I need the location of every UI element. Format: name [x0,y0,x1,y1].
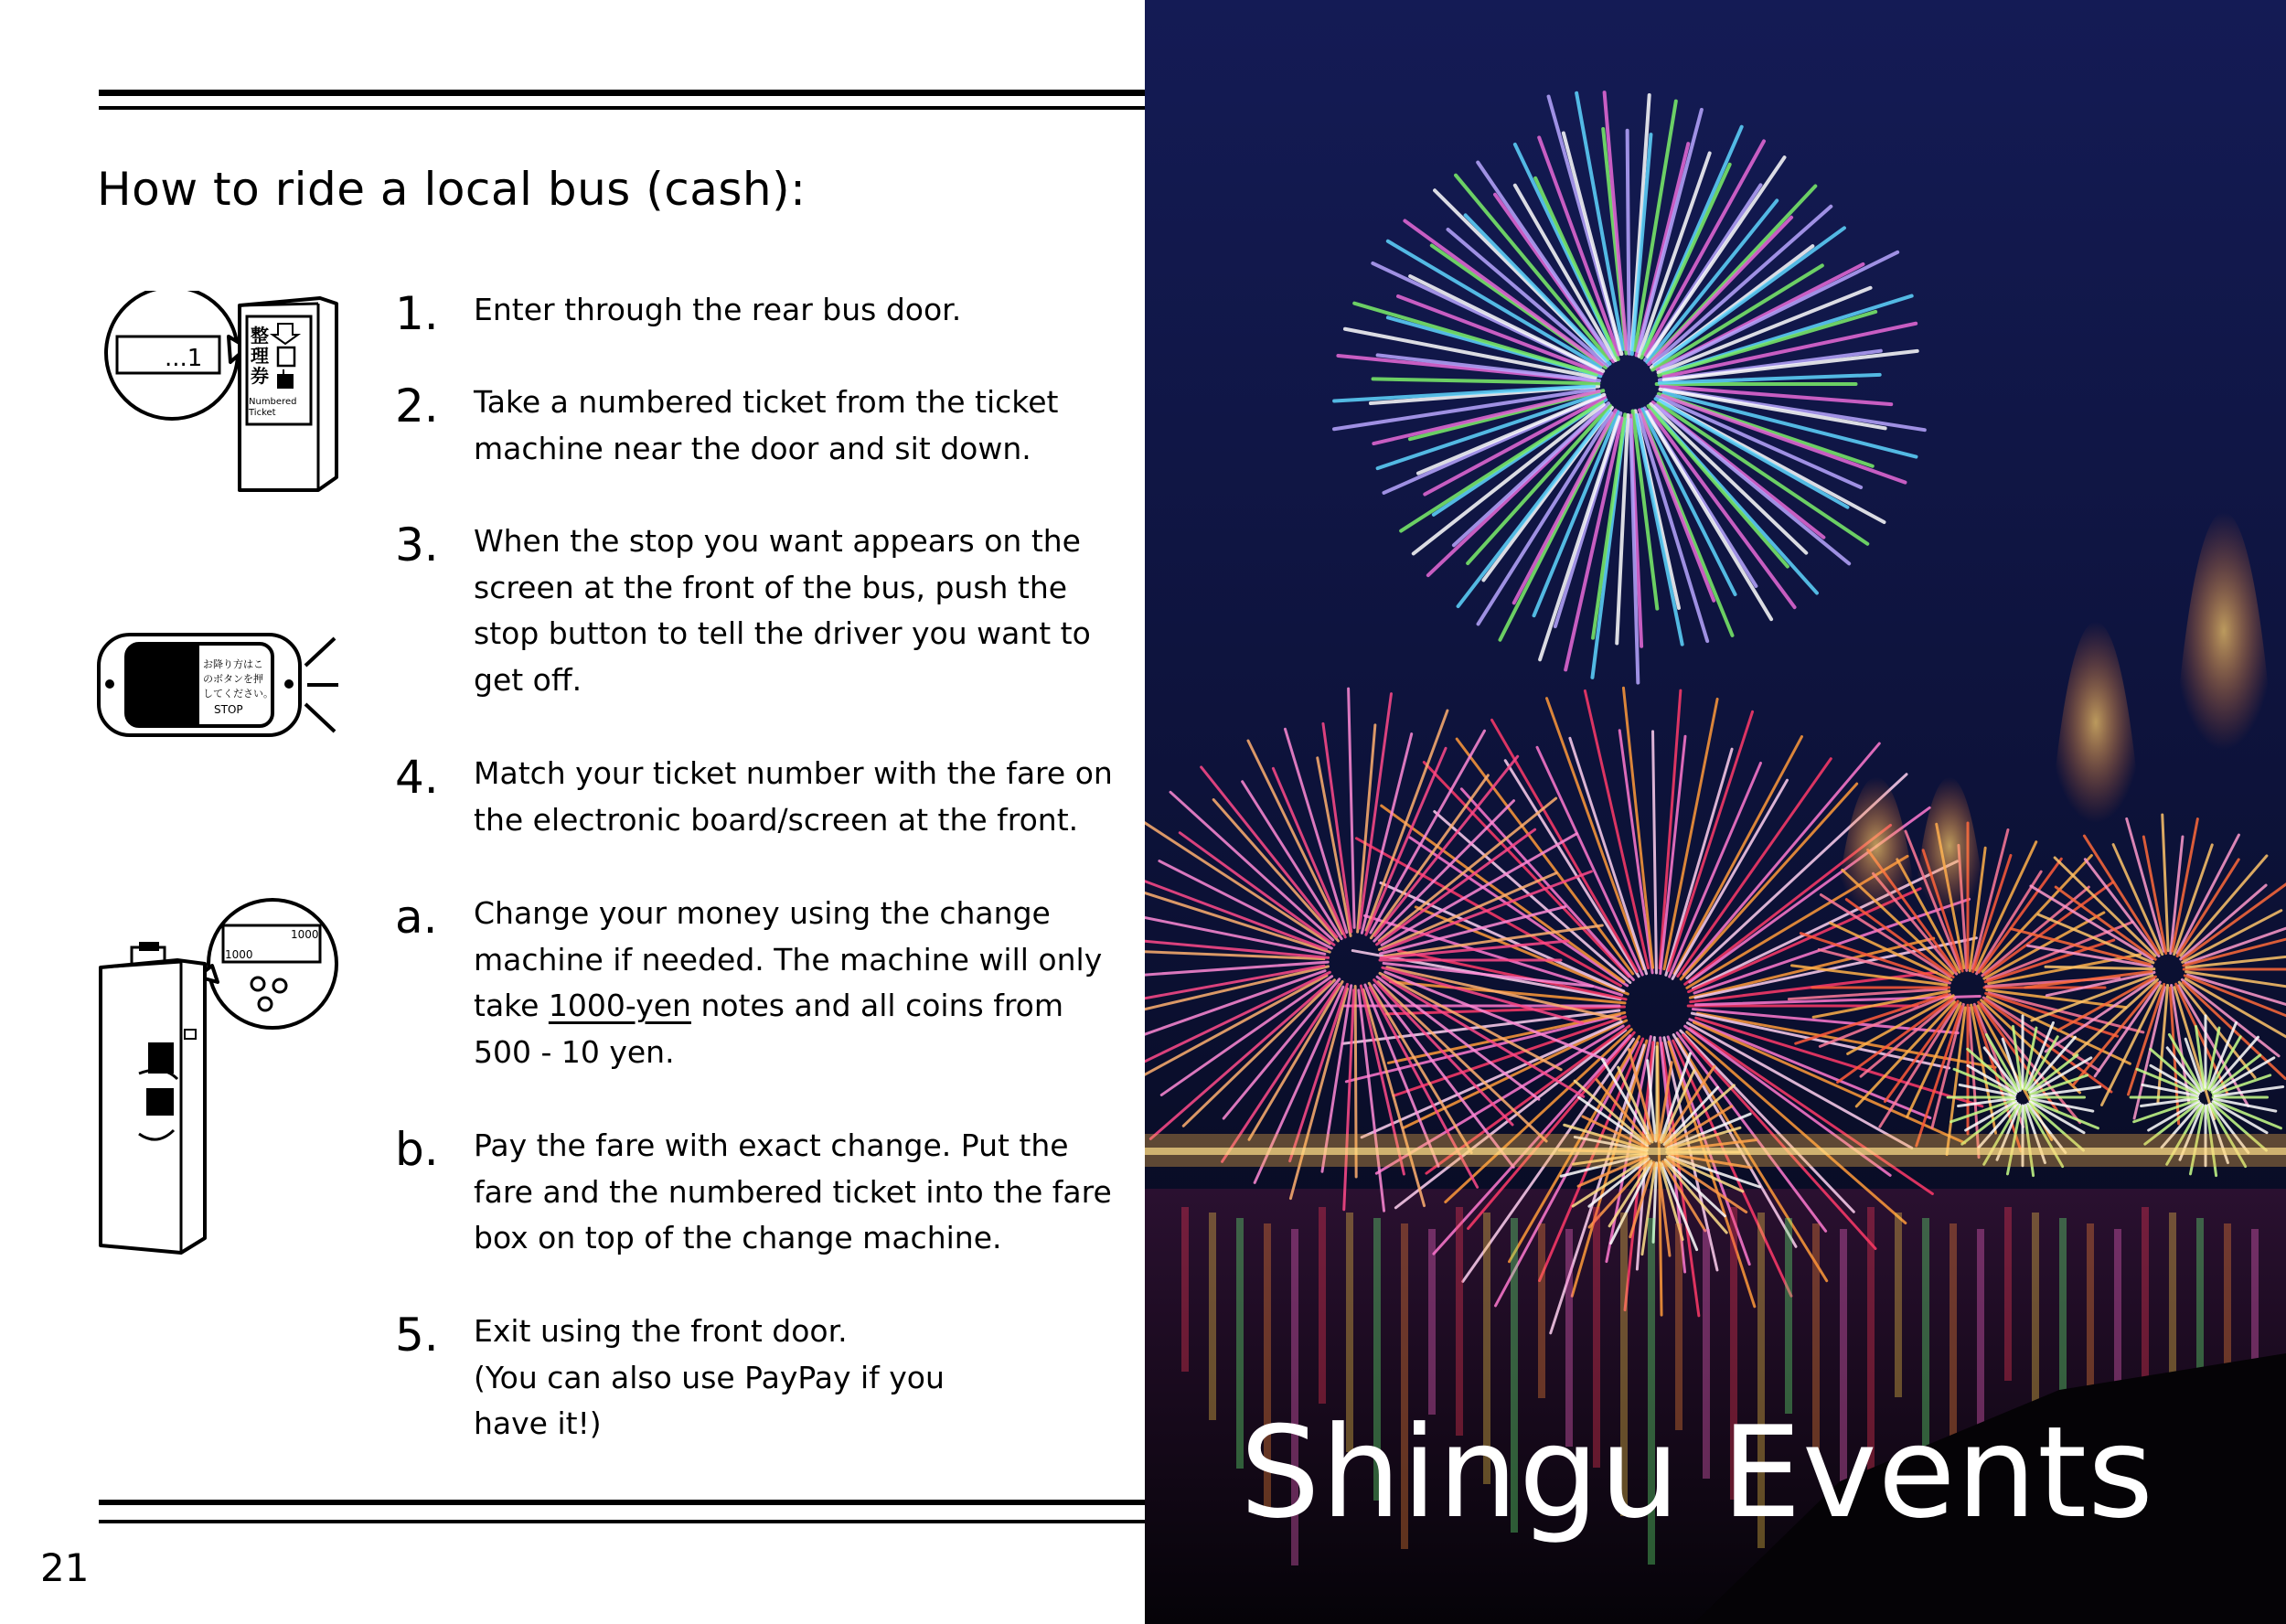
svg-text:券: 券 [251,365,269,387]
svg-text:STOP: STOP [214,703,243,716]
water-reflection [1428,1229,1436,1415]
svg-text:整: 整 [251,325,269,347]
svg-text:1000: 1000 [225,948,253,961]
water-reflection [1209,1213,1216,1420]
stop-button-icon [95,627,342,743]
ticket-bubble-number: ...1 [165,345,203,372]
water-reflection [1181,1207,1189,1372]
top-rule-thin [99,106,1145,110]
water-reflection [1895,1213,1902,1397]
water-reflection [1538,1223,1545,1398]
svg-text:お降り方はこ: お降り方はこ [203,658,263,670]
page-number: 21 [40,1545,90,1590]
step-marker: 4. [395,751,439,804]
bottom-rule-thin [99,1520,1145,1523]
svg-text:理: 理 [251,345,269,367]
step-marker: 1. [395,287,439,340]
water-reflection [1785,1218,1792,1414]
step-marker: b. [395,1123,439,1176]
top-rule-thick [99,90,1145,96]
ticket-machine-icon [95,291,342,497]
step-marker: 3. [395,518,439,572]
step-text: Match your ticket number with the fare on the electronic board/screen at the front. [474,755,1113,838]
step-text: Change your money using the change machine if needed. The machine will only take 1000-yen notes and all coins from 500 - 10 yen. [474,895,1103,1070]
step-marker: 2. [395,379,439,433]
bottom-rule-thick [99,1500,1145,1505]
step-marker: a. [395,891,438,944]
page-title: How to ride a local bus (cash): [97,163,807,216]
svg-text:Numbered: Numbered [249,397,297,407]
step-text: Take a numbered ticket from the ticket machine near the door and sit down. [474,384,1059,466]
firework-streak [1628,131,1629,354]
step-text: When the stop you want appears on the screen at the front of the bus, push the stop button to tell the driver you want to get off. [474,523,1091,698]
svg-text:Ticket: Ticket [249,408,276,418]
water-reflection [1319,1207,1326,1404]
fireworks-photo-icon [1145,0,2286,1624]
change-machine-icon [95,892,342,1255]
step-text: Pay the fare with exact change. Put the fare and the numbered ticket into the fare box on top of the change machine. [474,1127,1112,1255]
events-title: Shingu Events [1240,1399,2155,1546]
underlined-term: 1000-yen [548,988,691,1023]
fireworks-photo [1145,0,2286,1624]
water-reflection [2004,1207,2012,1381]
svg-text:1000: 1000 [291,928,319,941]
water-reflection [2032,1213,2039,1429]
step-marker: 5. [395,1309,439,1362]
step-text: Exit using the front door. (You can also use PayPay if you have it!) [474,1313,945,1441]
svg-text:してください。: してください。 [203,688,273,700]
svg-text:のボタンを押: のボタンを押 [203,673,263,685]
step-text: Enter through the rear bus door. [474,292,962,327]
